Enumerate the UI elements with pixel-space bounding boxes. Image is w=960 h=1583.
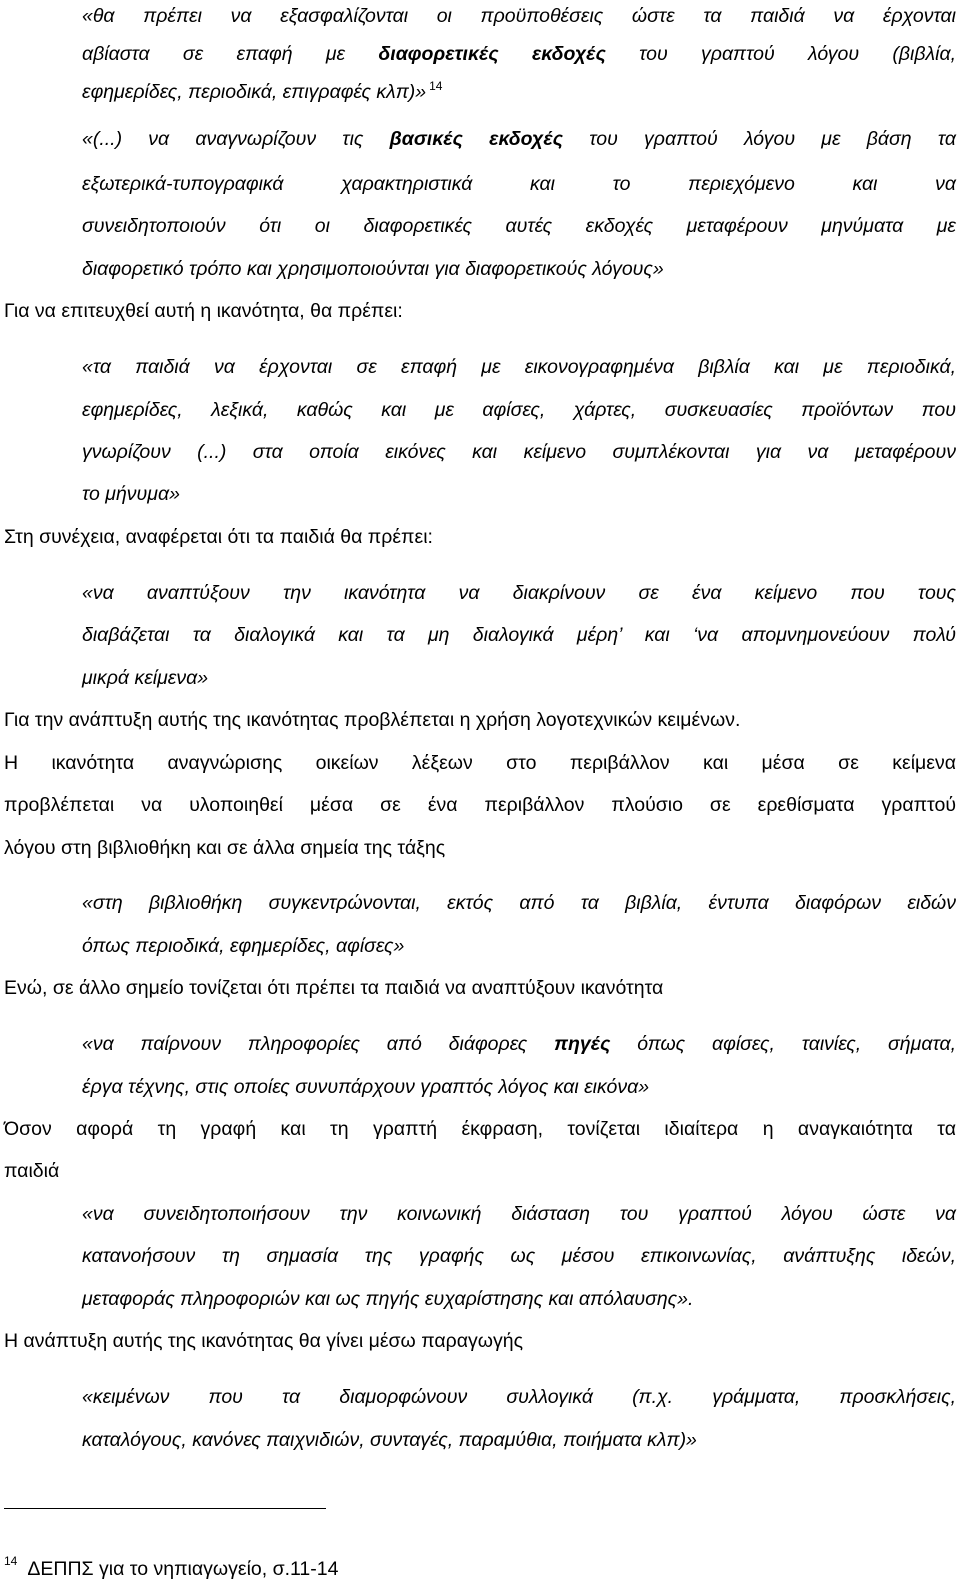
body-line: Η ανάπτυξη αυτής της ικανότητας θα γίνει μέσω παραγωγής: [4, 1330, 523, 1352]
quote-text: αβίαστα σε επαφή με: [82, 43, 379, 65]
body-line: Όσον αφορά τη γραφή και τη γραπτή έκφραση, τονίζεται ιδιαίτερα η αναγκαιότητα τα: [4, 1118, 956, 1140]
quote-line: συνειδητοποιούν ότι οι διαφορετικές αυτές εκδοχές μεταφέρουν μηνύματα με: [82, 215, 956, 237]
body-line: Ενώ, σε άλλο σημείο τονίζεται ότι πρέπει τα παιδιά να αναπτύξουν ικανότητα: [4, 977, 664, 999]
footnote-ref: 14: [429, 79, 443, 93]
quote-line: «να αναπτύξουν την ικανότητα να διακρίνουν σε ένα κείμενο που τους: [82, 582, 956, 604]
quote-text: του γραπτού λόγου (βιβλία,: [605, 43, 956, 65]
quote-line: διαφορετικό τρόπο και χρησιμοποιούνται για διαφορετικούς λόγους»: [82, 258, 664, 280]
emphasis-text: βασικές εκδοχές: [389, 128, 564, 150]
quote-line: καταλόγους, κανόνες παιχνιδιών, συνταγές, παραμύθια, ποιήματα κλπ)»: [82, 1429, 697, 1451]
quote-line: γνωρίζουν (...) στα οποία εικόνες και κείμενο συμπλέκονται για να μεταφέρουν: [82, 441, 956, 463]
quote-text: εφημερίδες, περιοδικά, επιγραφές κλπ)»: [82, 81, 427, 103]
quote-text: όπως αφίσες, ταινίες, σήματα,: [610, 1033, 956, 1055]
body-line: προβλέπεται να υλοποιηθεί μέσα σε ένα περιβάλλον πλούσιο σε ερεθίσματα γραπτού: [4, 794, 956, 816]
quote-text: «να παίρνουν πληροφορίες από διάφορες: [82, 1033, 555, 1055]
quote-line: όπως περιοδικά, εφημερίδες, αφίσες»: [82, 935, 405, 957]
footnote: [4, 1555, 338, 1583]
quote-line: «θα πρέπει να εξασφαλίζονται οι προϋποθέσεις ώστε τα παιδιά να έρχονται: [82, 5, 956, 27]
emphasis-text: διαφορετικές εκδοχές: [378, 43, 606, 65]
quote-line: «τα παιδιά να έρχονται σε επαφή με εικονογραφημένα βιβλία και με περιοδικά,: [82, 356, 956, 378]
quote-line: «να συνειδητοποιήσουν την κοινωνική διάσταση του γραπτού λόγου ώστε να: [82, 1203, 956, 1225]
quote-text: «(...) να αναγνωρίζουν τις: [82, 128, 390, 150]
quote-line: μικρά κείμενα»: [82, 667, 209, 689]
quote-line: εξωτερικά-τυπογραφικά χαρακτηριστικά και το περιεχόμενο και να: [82, 173, 956, 195]
quote-line: διαβάζεται τα διαλογικά και τα μη διαλογικά μέρη’ και ‘να απομνημονεύουν πολύ: [82, 624, 956, 646]
quote-line: [82, 80, 956, 104]
quote-line: μεταφοράς πληροφοριών και ως πηγής ευχαρίστησης και απόλαυσης».: [82, 1288, 694, 1310]
quote-line: [82, 42, 956, 66]
quote-line: κατανοήσουν τη σημασία της γραφής ως μέσου επικοινωνίας, ανάπτυξης ιδεών,: [82, 1245, 956, 1267]
footnote-text: ΔΕΠΠΣ για το νηπιαγωγείο, σ.11-14: [27, 1557, 339, 1580]
quote-line: [82, 1032, 956, 1056]
quote-line: «στη βιβλιοθήκη συγκεντρώνονται, εκτός από τα βιβλία, έντυπα διαφόρων ειδών: [82, 892, 956, 914]
footnote-number: 14: [4, 1553, 18, 1568]
footnote-separator: [4, 1508, 326, 1509]
body-line: Στη συνέχεια, αναφέρεται ότι τα παιδιά θα πρέπει:: [4, 526, 433, 548]
body-line: Η ικανότητα αναγνώρισης οικείων λέξεων στο περιβάλλον και μέσα σε κείμενα: [4, 752, 956, 774]
quote-line: εφημερίδες, λεξικά, καθώς και με αφίσες, χάρτες, συσκευασίες προϊόντων που: [82, 399, 956, 421]
body-line: λόγου στη βιβλιοθήκη και σε άλλα σημεία της τάξης: [4, 837, 446, 859]
quote-line: έργα τέχνης, στις οποίες συνυπάρχουν γραπτός λόγος και εικόνα»: [82, 1076, 650, 1098]
quote-line: «κειμένων που τα διαμορφώνουν συλλογικά (π.χ. γράμματα, προσκλήσεις,: [82, 1386, 956, 1408]
body-line: Για να επιτευχθεί αυτή η ικανότητα, θα πρέπει:: [4, 300, 403, 322]
body-line: Για την ανάπτυξη αυτής της ικανότητας προβλέπεται η χρήση λογοτεχνικών κειμένων.: [4, 709, 741, 731]
quote-line: το μήνυμα»: [82, 483, 180, 505]
quote-line: [82, 127, 956, 151]
emphasis-text: πηγές: [554, 1033, 611, 1055]
body-line: παιδιά: [4, 1160, 60, 1182]
quote-text: του γραπτού λόγου με βάση τα: [563, 128, 956, 150]
